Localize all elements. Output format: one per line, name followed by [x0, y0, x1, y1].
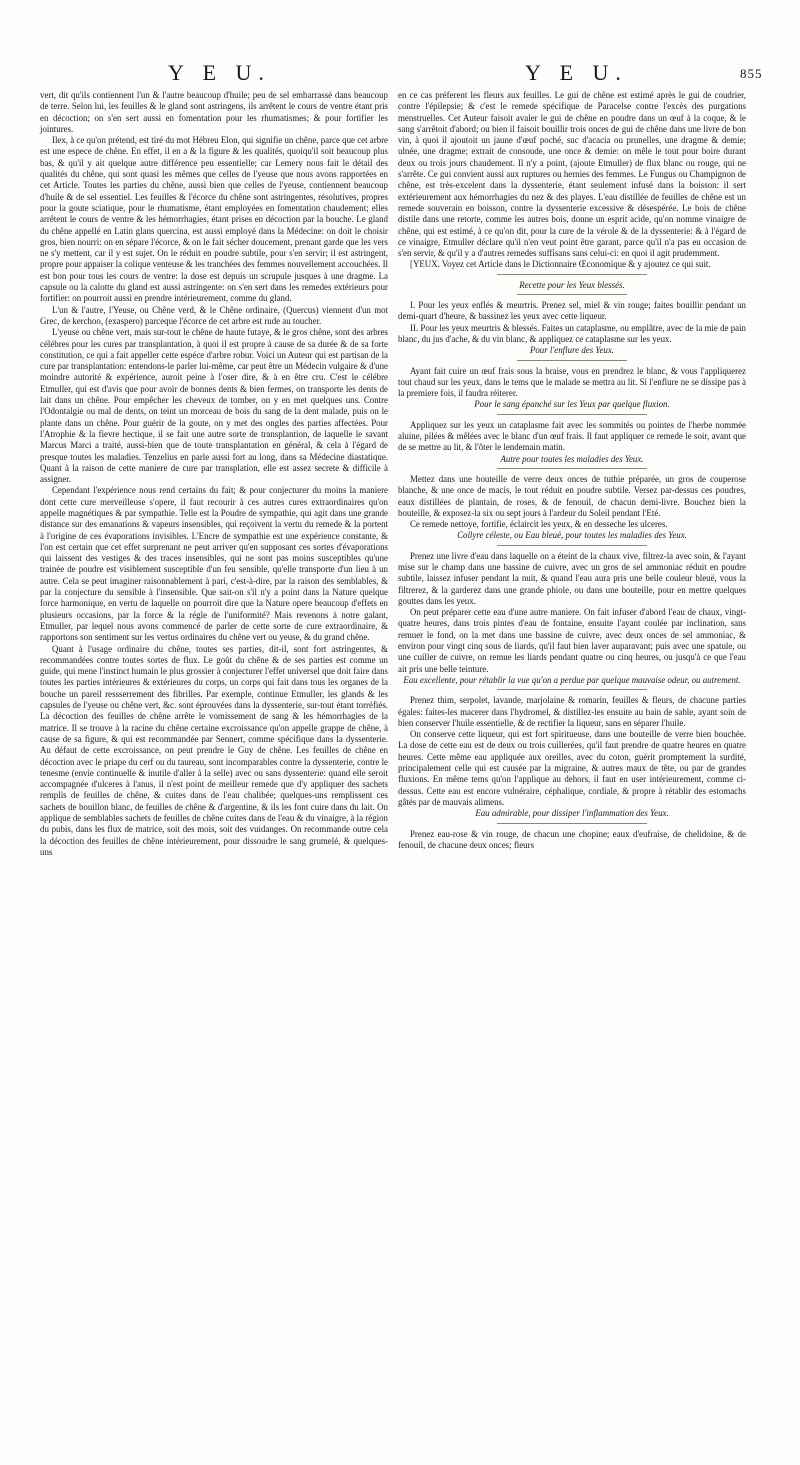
paragraph: vert, dit qu'ils contiennent l'un & l'autre beaucoup d'huile; peu de sel embarrassé dans beaucoup de terre. Selon lui, les feuilles & le gland sont astringens, ils arrêtent le cours de ventre étant pris en décoction; on s'en sert aussi en fomentation pour les rhumatismes; & pour fortifier les jointures.	[40, 90, 388, 134]
paragraph: Prenez eau-rose & vin rouge, de chacun une chopine; eaux d'eufraise, de chelidoine, & de fenouil, de chacune deux onces; fleurs	[398, 828, 746, 850]
divider-rule	[497, 468, 647, 469]
paragraph: Mettez dans une bouteille de verre deux onces de tuthie préparée, un gros de couperose blanche, & une once de macis, le tout réduit en poudre subtile. Versez par-dessus ces poudres, eaux distillées de plantain, de roses, & de fenouil, de chacun demi-livre. Bouchez bien la bouteille, & exposez-la six ou sept jours à l'ardeur du Soleil pendant l'Eté.	[398, 473, 746, 518]
paragraph: On peut préparer cette eau d'une autre maniere. On fait infuser d'abord l'eau de chaux, vingt-quatre heures, dans trois pintes d'eau de fontaine, ensuite l'ayant coulée par inclination, sans remuer le fond, on la met dans une bassine de cuivre, avec deux onces de sel ammoniac, & environ pour vingt cinq sous de liards, qu'il faut bien laver auparavant; puis avec une spatule, ou une cuiller de cuivre, on remue les liards pendant quatre ou cinq heures, ou jusqu'à ce que l'eau ait pris une belle teinture.	[398, 607, 746, 674]
paragraph: Prenez thim, serpolet, lavande, marjolaine & romarin, feuilles & fleurs, de chacune parties égales: faites-les macerer dans l'hydromel, & distillez-les ensuite au bain de sable, ayant soin de bien conserver l'huile essentielle, & de rectifier la liqueur, sans en séparer l'huile.	[398, 695, 746, 728]
header-left-word: Y E U.	[168, 60, 271, 85]
paragraph: On conserve cette liqueur, qui est fort spiritueuse, dans une bouteille de verre bien bouchée. La dose de cette eau est de deux ou trois cuillerées, qu'il faut prendre de quatre heures en quatre heures. Cette même eau appliquée aux oreilles, avec du coton, guérit promptement la surdité, principalement celle qui est causée par la migraine, & autres maux de tête, ou par de grandes fluxions. En même tems qu'on l'applique au dehors, il faut en user intérieurement, comme ci-dessus. Cette eau est encore vulnéraire, céphalique, cordiale, & propre à rétablir des estomachs gâtés par de mauvais alimens.	[398, 729, 746, 807]
section-heading: Eau excellente, pour rétablir la vue qu'on a perdue par quelque mauvaise odeur, ou autrement.	[403, 674, 741, 685]
paragraph: Cependant l'expérience nous rend certains du fait; & pour conjecturer du moins la maniere dont cette cure merveilleuse s'opere, il faut recourir à ces autres cures extraordinaires qu'on appelle magnétiques & par sympathie. Telle est la Poudre de sympathie, qui agit dans une grande distance sur des emanations & vapeurs insensibles, qui reçoivent la vertu du remede & la portent à l'origine de ces évaporations invisibles. L'Encre de sympathie est une expérience constante, & l'on est certain que cet effet surprenant ne peut arriver qu'en supposant ces sortes d'évaporations qui laissent des vestiges & des traces insensibles, qui ne sont pas moins susceptibles qu'une trainée de poudre est visiblement susceptible d'un feu sensible, qu'elle transporte d'un lieu à un autre. Cela se peut imaginer raisonnablement à pari, c'est-à-dire, par la raison des semblables, & par la conjecture du sensible à l'insensible. Que sait-on s'il n'y a point dans la Nature quelque force harmonique, en vertu de laquelle on pourroit dire que la Nature opere beaucoup d'effets en plusieurs occasions, par la force & la régle de l'uniformité? Mais revenons à notre galant, Etmuller, par lequel nous avons commencé de parler de cette sorte de cure extraordinaire, & rapportons son sentiment sur les vertus ordinaires du chêne vert ou yeuse, & du grand chêne.	[40, 485, 388, 643]
paragraph: II. Pour les yeux meurtris & blessés. Faites un cataplasme, ou emplâtre, avec de la mie de pain blanc, du jus d'ache, & du vin blanc, & appliquez ce cataplasme sur les yeux.	[398, 322, 746, 344]
paragraph: Ilex, à ce qu'on prétend, est tiré du mot Hébreu Elon, qui signifie un chêne, parce que cet arbre est une espece de chêne. En effet, il en a & la figure & les qualités, quoiqu'il soit beaucoup plus bas, & qu'il y ait quelque autre différence peu essentielle; car Lemery nous fait le détail des qualités du chêne, qui sont quasi les mêmes que celles de l'yeuse que nous avons rapportées en cet Article. Toutes les parties du chêne, aussi bien que celles de l'yeuse, contiennent beaucoup d'huile & de sel essentiel. Les feuilles & l'écorce du chêne sont astringentes, résolutives, propres pour la goute sciatique, pour le rhumatisme, étant employées en fomentation chaudement; elles arrêtent le cours de ventre & les hémorrhagies, étant prises en décoction par la bouche. Le gland du chêne appellé en Latin glans quercina, est aussi employé dans la Médecine: on doit le choisir gros, bien nourri: on en sépare l'écorce, & on le fait sécher doucement, prenant garde que les vers ne s'y mettent, car il y est sujet. On le réduit en poudre subtile, pour s'en servir; il est astringent, propre pour appaiser la colique venteuse & les tranchées des femmes nouvellement accouchées. Il est bon pour tous les cours de ventre: la dose est depuis un scrupule jusques à une dragme. La capsule ou la calotte du gland est aussi astringente: on s'en sert dans les remedes extérieurs pour fortifier: on pourroit aussi en prendre intérieurement, comme du gland.	[40, 135, 388, 304]
paragraph: Ayant fait cuire un œuf frais sous la braise, vous en prendrez le blanc, & vous l'appliquerez tout chaud sur les yeux, dans le tems que le malade se mettra au lit. Si l'enflure ne se dissipe pas à la premiere fois, il faudra réiterer.	[398, 365, 746, 399]
section-heading: Pour l'enflure des Yeux.	[529, 345, 615, 356]
paragraph: L'un & l'autre, l'Yeuse, ou Chêne verd, & le Chêne ordinaire, (Quercus) viennent d'un mot Grec, de kerchoo, (exaspero) parceque l'écorce de cet arbre est rude au toucher.	[40, 304, 388, 326]
paragraph: Appliquez sur les yeux un cataplasme fait avec les sommités ou pointes de l'herbe nommée aluine, pilées & mêlées avec le blanc d'un œuf frais. Il faut appliquer ce remede le soir, avant que de se mettre au lit, & l'ôter le lendemain matin.	[398, 419, 746, 453]
section-heading: Eau admirable, pour dissiper l'inflammation des Yeux.	[475, 808, 669, 819]
paragraph: en ce cas préferent les fleurs aux feuilles. Le gui de chêne est estimé après le gui de coudrier, contre l'épilepsie; & c'est le remede spécifique de Paracelse contre l'excès des purgations menstruelles. Cet Auteur faisoit avaler le gui de chêne en poudre dans un œuf à la coque, & le sang s'arrêtoit d'abord; ou bien il faisoit bouillir trois onces de gui de chêne dans une livre de bon vin, à quoi il ajoutoit un jaune d'œuf poché, suc d'acacia ou prunelles, une dragme & demie; ulnée, une dragme; extrait de consoude, une once & demie: on mêle le tout pour boire durant deux ou trois jours chaudement. Il n'y a point, (ajoute Etmuller) de flux blanc ou rouge, qui ne s'arrête. Ce gui convient aussi aux ruptures ou hernies des femmes. Le Fungus ou Champignon de chêne, est très-excelent dans la dyssenterie, étant seulement infusé dans la boisson: il sert extérieurement aux hémorrhagies du nez & des playes. L'eau distillée de feuilles de chêne est un remede souverain en boisson, contre la dyssenterie excessive & désespérée. Le bois de chêne distile dans une retorte, comme les autres bois, donne un esprit acide, qu'on nomme vinaigre de chêne, qui est estimé, à ce qu'on dit, pour la cure de la vérole & de la dyssenterie: & à l'égard de ce vinaigre, Etmuller déclare qu'il n'en veut point être garant, parce qu'il n'a pas eu occasion de s'en servir, & qu'il y a d'autres remedes suffisans sans celui-ci: en quoi il agit prudemment.	[398, 90, 746, 259]
header-right-word: Y E U.	[525, 60, 628, 85]
paragraph: I. Pour les yeux enflés & meurtris. Prenez sel, miel & vin rouge; faites bouillir pendant un demi-quart d'heure, & bassinez les yeux avec cette liqueur.	[398, 300, 746, 322]
left-column	[40, 90, 388, 858]
section-heading: Autre pour toutes les maladies des Yeux.	[500, 453, 644, 464]
divider-rule	[497, 689, 647, 690]
section-heading: Collyre céleste, ou Eau bleuë, pour toutes les maladies des Yeux.	[457, 530, 687, 541]
page-number: 855	[740, 66, 763, 81]
section-heading: Recette pour les Yeux blessés.	[519, 279, 625, 290]
paragraph: Ce remede nettoye, fortifie, éclaircit les yeux, & en desseche les ulceres.	[410, 519, 668, 530]
divider-rule	[497, 545, 647, 546]
paragraph: Prenez une livre d'eau dans laquelle on a éteint de la chaux vive, filtrez-la avec soin, & l'ayant mise sur le champ dans une bassine de cuivre, avec un gros de sel ammoniac réduit en poudre subtile, laissez infuser pendant la nuit, & quand l'eau aura pris une belle couleur bleuë, vous la filtrerez, & la garderez dans une grande phiole, ou dans une bouteille, pour en mettre quelques gouttes dans les yeux.	[398, 550, 746, 606]
divider-rule	[517, 360, 627, 361]
paragraph: [YEUX. Voyez cet Article dans le Dictionnaire Œconomique & y ajoutez ce qui suit.	[410, 259, 711, 270]
section-heading: Pour le sang épanché sur les Yeux par quelque fluxion.	[474, 399, 670, 410]
running-header	[0, 60, 800, 88]
divider-rule	[517, 294, 627, 295]
divider-rule	[497, 823, 647, 824]
paragraph: L'yeuse ou chêne vert, mais sur-tout le chêne de haute futaye, & le gros chêne, sont des arbres célébres pour les cures par transplantation, à quoi il est propre à cause de sa durée & de sa forte constitution, ce qui a fait appeller cette espéce d'arbre robur. Voici un Auteur qui est partisan de la cure par transplantation: entendons-le parler lui-même, car peut être un Médecin vulgaire & d'une moindre autorité & expérience, auroit peine à l'oser dire, & à en être cru. C'est le célébre Etmuller, qui est d'avis que pour avoir de bonnes dents & bien fermes, on transporte les dents de lait dans un chêne. Pour empêcher les cheveux de tomber, on y en met quelques uns. Contre l'Odontalgie ou mal de dents, on teint un morceau de bois du sang de la dent malade, puis on le plante dans un chêne. Pour guérir de la goute, on y met des ongles des parties affectées. Pour l'Atrophie & la fievre hectique, il se fait une autre sorte de transplantion, de laquelle le savant Marcus Marci a traité, aussi-bien que de toute transplantation en général, & cela à l'égard de presque toutes les maladies. Tenzelius en parle aussi fort au long, dans sa Médecine diastatique. Quant à la raison de cette maniere de cure par transplation, elle est assez secrete & difficile à assigner.	[40, 327, 388, 485]
divider-rule	[497, 274, 647, 275]
right-column	[398, 90, 746, 851]
divider-rule	[497, 414, 647, 415]
paragraph: Quant à l'usage ordinaire du chêne, toutes ses parties, dit-il, sont fort astringentes, & recommandées contre toutes sortes de flux. Le goût du chêne & de ses parties est comme un guide, qui mene l'instinct humain le plus grossier à conjecturer l'effet universel que doit faire dans toutes les parties intérieures & extérieures du corps, un corps qui fait dans tous les organes de la bouche un pareil ressserrement des fibrilles. Par exemple, continue Etmuller, les glands & les capsules de l'yeuse ou chêne vert, &c. sont éprouvées dans la dyssenterie, sur-tout étant torréfiés. La décoction des feuilles de chêne arrête le vomissement de sang & les hémorrhagies de la matrice. Il se trouve à la racine du chêne certaine excroissance qu'on appelle grappe de chêne, à cause de sa figure, & qui est recommandée par Sennert, comme spécifique dans la dyssenterie. Au défaut de cette excroissance, on peut prendre le Guy de chêne. Les feuilles de chêne en décoction avec le priape du cerf ou du taureau, sont incomparables contre la dyssenterie, contre le tenesme (envie continuelle & inutile d'aller à la selle) avec ou sans dyssenterie: quand elle seroit accompagnée d'ulceres à l'anus, il n'est point de meilleur remede que d'y appliquer des sachets remplis de feuilles de chêne, & cuites dans de l'eau chalibée; quelques-uns remplissent ces sachets de bouillon blanc, de feuilles de chêne & d'argentine, & ils les font cuire dans du lait. On applique de semblables sachets de feuilles de chêne cuites dans de l'eau & du vinaigre, à la région du pubis, dans les flux de matrice, soit des mois, soit des vuidanges. On recommande outre cela la décoction des feuilles de chêne intérieurement, pour dissoudre le sang grumelé, & quelques-uns	[40, 643, 388, 857]
